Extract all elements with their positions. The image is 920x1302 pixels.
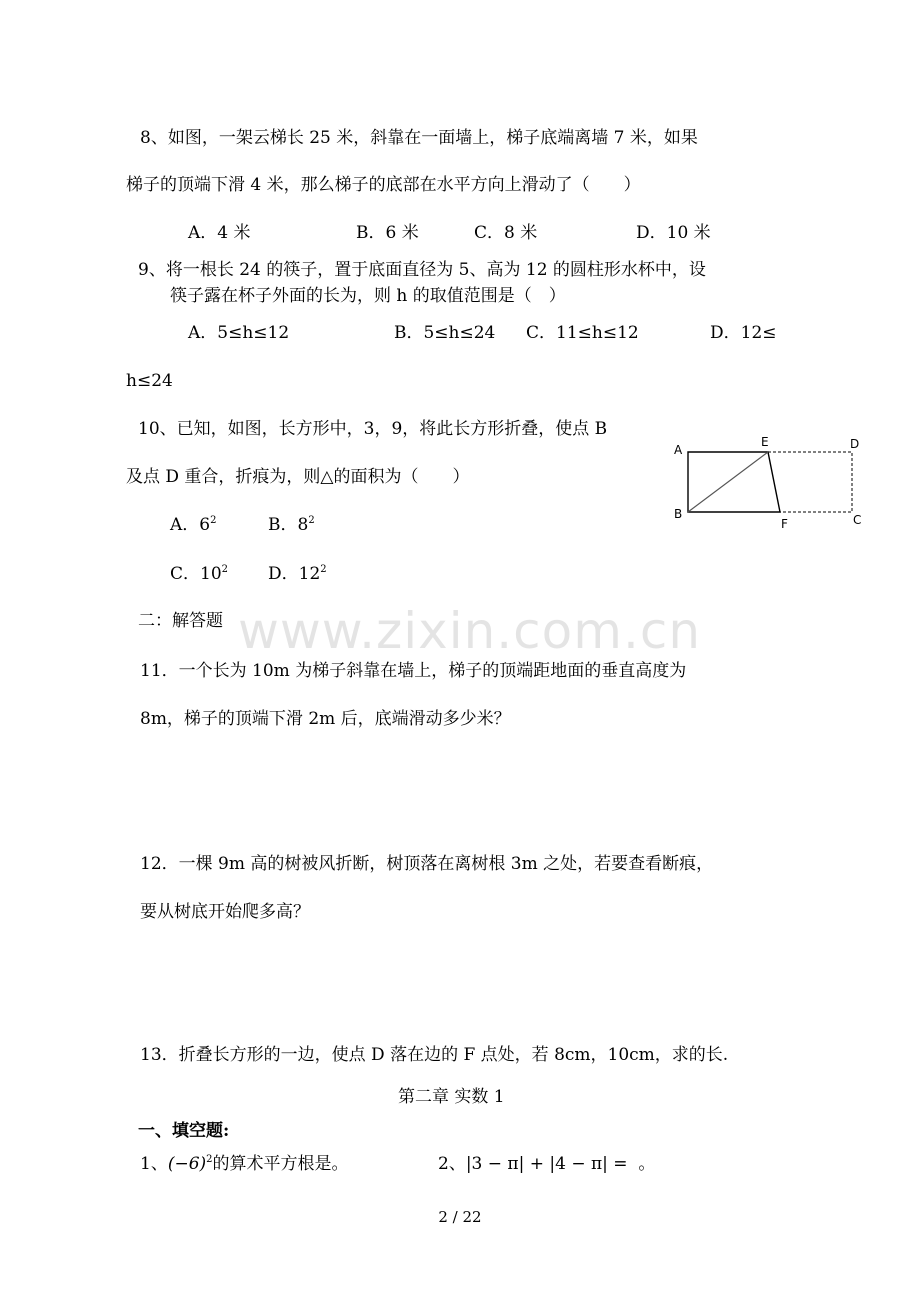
q8-option-c: C．8 米 (474, 223, 538, 243)
q9-option-d: D．12≤ (710, 323, 777, 343)
q11-line1: 11．一个长为 10m 为梯子斜靠在墙上，梯子的顶端距地面的垂直高度为 (140, 661, 687, 681)
dashed-rectangle-part (768, 452, 852, 512)
section-heading-answers: 二：解答题 (138, 611, 223, 631)
q11-line2: 8m，梯子的顶端下滑 2m 后，底端滑动多少米？ (140, 709, 511, 729)
folded-trapezoid (688, 452, 780, 512)
q10-option-a: A．$6^2$ (170, 515, 217, 535)
q9-line3: h≤24 (126, 371, 173, 391)
q10-line2: 及点 D 重合，折痕为，则△的面积为（ ） (126, 467, 470, 487)
fill-question-1: 1、$(-6)^2$的算术平方根是。 (140, 1154, 349, 1174)
q13-line1: 13．折叠长方形的一边，使点 D 落在边的 F 点处，若 8cm，10cm，求的长. (140, 1045, 729, 1065)
q10-rectangle-fold-figure (670, 434, 870, 534)
diagonal-be (688, 452, 768, 512)
point-label-e: E (761, 435, 769, 449)
q9-line1: 9、将一根长 24 的筷子，置于底面直径为 5、高为 12 的圆柱形水杯中，设 (138, 260, 706, 280)
q10-option-c: C．$10^2$ (170, 564, 229, 584)
q9-option-b: B．5≤h≤24 (394, 323, 496, 343)
q8-option-d: D．10 米 (636, 223, 711, 243)
point-label-f: F (781, 517, 788, 531)
q9-line2: 筷子露在杯子外面的长为，则 h 的取值范围是（ ） (170, 286, 566, 306)
q8-line2: 梯子的顶端下滑 4 米，那么梯子的底部在水平方向上滑动了（ ） (126, 175, 641, 195)
watermark: www.zixin.com.cn (238, 602, 702, 660)
q8-option-b: B．6 米 (356, 223, 419, 243)
q8-line1: 8、如图，一架云梯长 25 米，斜靠在一面墙上，梯子底端离墙 7 米，如果 (140, 128, 698, 148)
point-label-c: C (853, 513, 862, 527)
fill-question-2: 2、|3 − π| + |4 − π| = 。 (438, 1154, 656, 1174)
page-number: 2 / 22 (438, 1208, 482, 1226)
fill-section-heading: 一、填空题: (138, 1121, 230, 1141)
q9-option-c: C．11≤h≤12 (526, 323, 639, 343)
point-label-a: A (674, 443, 683, 457)
point-label-b: B (674, 507, 683, 521)
q10-line1: 10、已知，如图，长方形中，3，9，将此长方形折叠，使点 B (138, 419, 608, 439)
q10-option-b: B．$8^2$ (268, 515, 315, 535)
q12-line1: 12．一棵 9m 高的树被风折断，树顶落在离树根 3m 之处，若要查看断痕， (140, 854, 714, 874)
q10-option-d: D．$12^2$ (268, 564, 327, 584)
q9-option-a: A．5≤h≤12 (188, 323, 290, 343)
q8-option-a: A．4 米 (188, 223, 251, 243)
chapter-title: 第二章 实数 1 (398, 1087, 505, 1107)
point-label-d: D (850, 437, 860, 451)
q12-line2: 要从树底开始爬多高？ (140, 902, 310, 922)
